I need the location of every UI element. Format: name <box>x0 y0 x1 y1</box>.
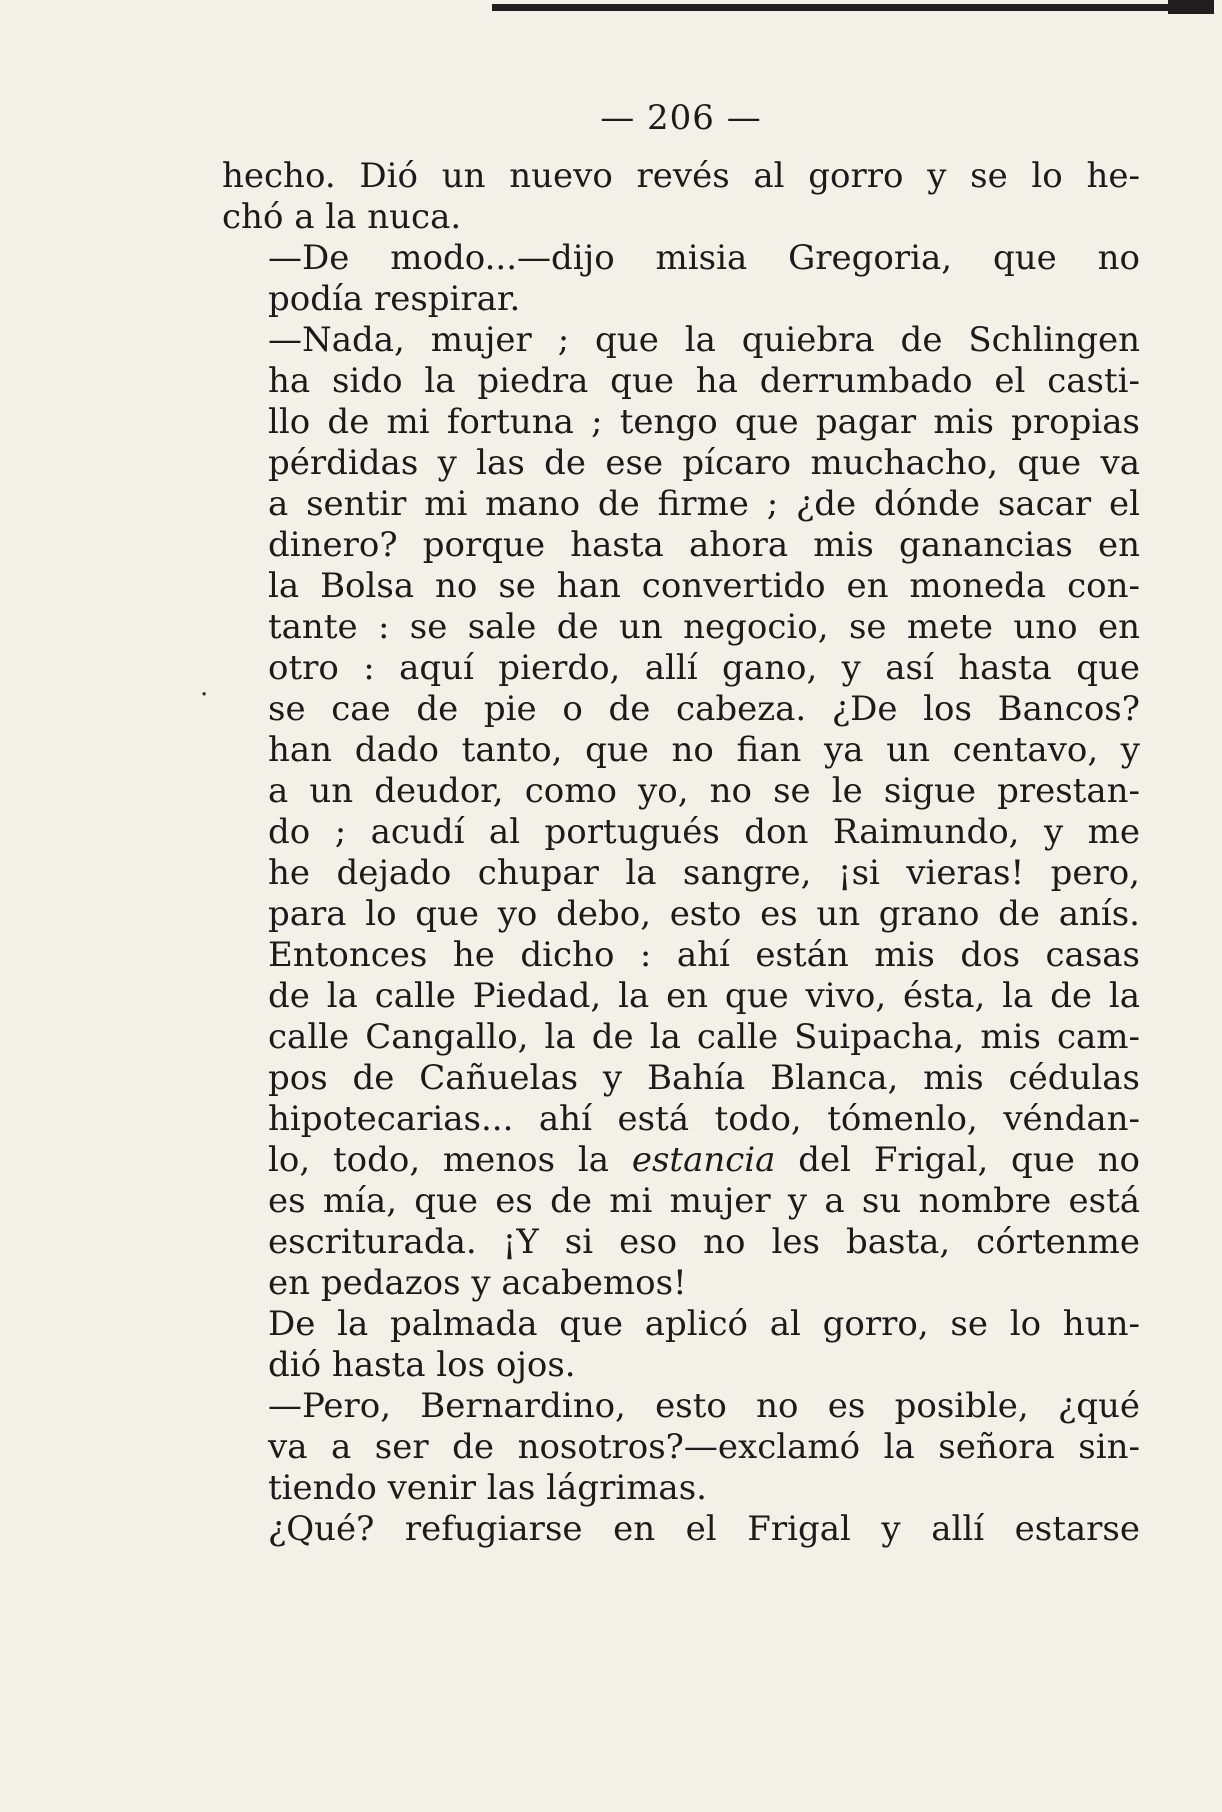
text-line: —Pero, Bernardino, esto no es posible, ¿qué <box>268 1386 1140 1426</box>
text-line: tiendo venir las lágrimas. <box>268 1468 707 1508</box>
text-line: es mía, que es de mi mujer y a su nombre está <box>268 1181 1140 1221</box>
book-page <box>222 94 1140 1550</box>
text-line: dinero? porque hasta ahora mis ganancias en <box>268 525 1140 565</box>
text-line: llo de mi fortuna ; tengo que pagar mis propias <box>268 402 1140 442</box>
text-line: he dejado chupar la sangre, ¡si vieras! pero, <box>268 853 1140 893</box>
text-line: —Nada, mujer ; que la quiebra de Schlingen <box>268 320 1140 360</box>
italic-word: estancia <box>631 1140 776 1180</box>
text-line: calle Cangallo, la de la calle Suipacha, mis cam- <box>268 1017 1140 1057</box>
text-line: a sentir mi mano de firme ; ¿de dónde sacar el <box>268 484 1140 524</box>
text-line: pos de Cañuelas y Bahía Blanca, mis cédulas <box>268 1058 1140 1098</box>
text-line: Entonces he dicho : ahí están mis dos casas <box>268 935 1140 975</box>
text-line: para lo que yo debo, esto es un grano de anís. <box>268 894 1140 934</box>
top-rule <box>492 4 1214 11</box>
paragraph <box>222 1386 1140 1509</box>
text-line: De la palmada que aplicó al gorro, se lo hun- <box>268 1304 1140 1344</box>
paragraph <box>222 1304 1140 1386</box>
text-line: se cae de pie o de cabeza. ¿De los Bancos? <box>268 689 1140 729</box>
page-number: — 206 — <box>600 98 762 138</box>
text-line: dió hasta los ojos. <box>268 1345 576 1385</box>
text-line: de la calle Piedad, la en que vivo, ésta, la de la <box>268 976 1140 1016</box>
text-line: escriturada. ¡Y si eso no les basta, córtenme <box>268 1222 1140 1262</box>
text-line: ¿Qué? refugiarse en el Frigal y allí estarse <box>268 1509 1140 1549</box>
text-line: han dado tanto, que no fian ya un centavo, y <box>268 730 1140 770</box>
paragraph <box>222 1509 1140 1550</box>
text-line: va a ser de nosotros?—exclamó la señora sin- <box>268 1427 1140 1467</box>
paragraph <box>222 156 1140 238</box>
top-rule-tip <box>1168 0 1214 14</box>
text-line: do ; acudí al portugués don Raimundo, y me <box>268 812 1140 852</box>
text-line: en pedazos y acabemos! <box>268 1263 687 1303</box>
text-line: ha sido la piedra que ha derrumbado el casti- <box>268 361 1140 401</box>
text-line: chó a la nuca. <box>222 197 462 237</box>
text-line: hipotecarias... ahí está todo, tómenlo, véndan- <box>268 1099 1140 1139</box>
text-line: hecho. Dió un nuevo revés al gorro y se lo he- <box>222 156 1140 196</box>
text-body <box>222 156 1140 1550</box>
text-line: otro : aquí pierdo, allí gano, y así hasta que <box>268 648 1140 688</box>
paragraph <box>222 238 1140 320</box>
text-line: pérdidas y las de ese pícaro muchacho, que va <box>268 443 1140 483</box>
text-fragment: del Frigal, que no <box>775 1140 1140 1180</box>
text-line: tante : se sale de un negocio, se mete uno en <box>268 607 1140 647</box>
text-line <box>222 1140 1140 1181</box>
text-line: podía respirar. <box>268 279 521 319</box>
text-fragment: lo, todo, menos la <box>268 1140 632 1180</box>
text-line: —De modo...—dijo misia Gregoria, que no <box>268 238 1140 278</box>
text-line: a un deudor, como yo, no se le sigue prestan- <box>268 771 1140 811</box>
paragraph <box>222 320 1140 1304</box>
text-line: la Bolsa no se han convertido en moneda con- <box>268 566 1140 606</box>
margin-mark: · <box>200 680 209 710</box>
